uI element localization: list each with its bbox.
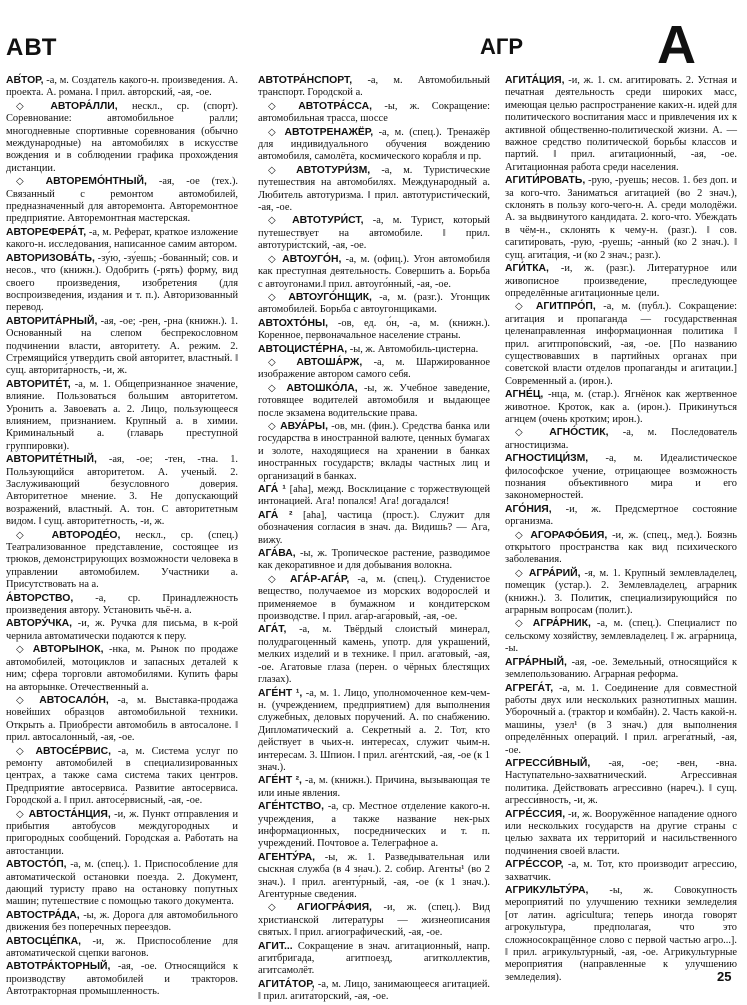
entry-headword: АГОРАФО́БИЯ, — [530, 529, 608, 541]
entry-definition: нескл., ср. (спец.) Театрализованное представление, состоящее из трюков, демонстрирующих возможности человека в управлении автомобилем. Участники а. Присутствовать на а. — [6, 529, 238, 591]
entry-headword: АВТОТРА́ССА, — [298, 100, 373, 112]
entry-headword: АГЕ́НТ ², — [258, 775, 302, 787]
dictionary-entry — [505, 618, 737, 655]
dictionary-entry — [258, 101, 490, 126]
dictionary-entry — [6, 379, 238, 453]
entry-definition: -я, м. 1. Крупный землевладелец, помещик (устар.). 2. Землевладелец, аграрник (книжн.). 3. Политик, специализирующийся по аграрным вопросам (полит.). — [505, 567, 737, 617]
entry-definition: -и, ж. (спец., мед.). Боязнь открытого пространства как вид психического заболевания. — [505, 529, 737, 566]
entry-definition: -а, ср. Местное отделение какого-н. учреждения, а также название нек-рых информационных, посреднических и т. п. учреждений. Почтовое а. Телеграфное а. — [258, 801, 490, 850]
new-word-diamond-icon: ◇ — [16, 694, 40, 706]
new-word-diamond-icon: ◇ — [268, 215, 293, 227]
dictionary-entry — [6, 695, 238, 745]
new-word-diamond-icon: ◇ — [515, 567, 529, 579]
entry-definition: -ая, -ое. Относящийся к производству автомобилей и тракторов. Автотракторная промышленность. — [6, 961, 238, 998]
entry-headword: АВТОТРА́НСПОРТ, — [258, 75, 353, 86]
entry-headword: АГИТПРО́П, — [535, 301, 596, 313]
dictionary-entry — [6, 176, 238, 226]
entry-definition: -а, м. Туристические путешествия на автомобилях. Международный а. Любитель автотуризма. ‖ прил. автотуристи́ческий, -ая, -ое. — [258, 164, 490, 214]
new-word-diamond-icon: ◇ — [268, 126, 285, 138]
entry-headword: АВТОРОДЕ́О, — [51, 529, 121, 541]
dictionary-entry — [258, 852, 490, 902]
entry-definition: -а, м. Последователь агностицизма. — [505, 427, 737, 451]
entry-headword: АВТОСЕ́РВИС, — [35, 745, 112, 757]
dictionary-entry — [505, 453, 737, 503]
running-header-left: АВТ — [6, 34, 58, 61]
entry-headword: АВТОСТО́П, — [6, 859, 67, 871]
entry-definition: -ы, ж. Совокупность мероприятий по улучшению техники земледелия [от латин. agricultura; теперь иногда говорят агрокультура, предполагая, что это сложносокращённое слово с первой частью агро...]. ‖ прил. агрикульту́рный, -ая, -ое. Агрикультурные мероприятия (направленные к улучшению земледелия). — [505, 885, 737, 983]
entry-definition: -нка, м. Рынок по продаже автомобилей, мотоциклов и запасных деталей к ним; сфера торговли автомобилями. Купить фары на авторынке. Отечественный а. — [6, 644, 238, 693]
entry-headword: АГРЕ́ССОР, — [505, 859, 564, 871]
entry-definition: -и, ж. Ручка для письма, в к-рой чернила автоматически подаются к перу. — [6, 618, 238, 642]
entry-headword: АГНОСТИЦИ́ЗМ, — [505, 453, 589, 465]
entry-definition: нескл., ср. (спорт). Соревнование: автомобильное ралли; многодневные спортивные соревнования (обычно международные) на автомобилях в искусстве вождения и в соблюдении графика прохождения дистанции. — [6, 100, 238, 174]
entry-headword: АВТОТУРИ́СТ, — [292, 215, 364, 227]
dictionary-entry — [258, 484, 490, 509]
dictionary-entry — [258, 775, 490, 800]
dictionary-entry — [505, 859, 737, 884]
dictionary-entry — [258, 127, 490, 164]
entry-headword: АВТОРА́ЛЛИ, — [50, 100, 118, 112]
dictionary-entry — [505, 758, 737, 808]
entry-definition: -зу́ю, -зу́ешь; -бованный; сов. и несов., что (книжн.). Одобрить (-рять) форму, вид своего произведения, изобретения (для воспроизведения, издания и т. п.). Авторизованный перевод. — [6, 252, 238, 314]
entry-headword: АВТОРИТЕ́Т, — [6, 378, 71, 390]
entry-headword: АГНЕ́Ц, — [505, 389, 544, 401]
new-word-diamond-icon: ◇ — [268, 902, 297, 914]
entry-definition: -и, ж. Вооружённое нападение одного или нескольких государств на другие страны с целью захвата их территорий и насильственного подчинения своей власти. — [505, 808, 737, 857]
dictionary-entry — [6, 618, 238, 643]
entry-definition: -а, м. Идеалистическое философское учение, отрицающее возможность познания объективного мира и его закономерностей. — [505, 453, 737, 502]
entry-definition: -а, м. Тот, кто производит агрессию, захватчик. — [505, 859, 737, 883]
entry-headword: АВТОТРА́КТОРНЫЙ, — [6, 961, 111, 973]
entry-definition: -ы, ж. Автомобиль-цистерна. — [347, 343, 479, 355]
entry-headword: АГА́Т, — [258, 624, 287, 636]
dictionary-entry — [6, 644, 238, 694]
entry-headword: АГА́ ² — [258, 509, 293, 521]
entry-headword: АВТОШКО́ЛА, — [286, 382, 358, 394]
dictionary-entry — [505, 427, 737, 452]
entry-headword: АВТОТУРИ́ЗМ, — [296, 164, 371, 176]
entry-definition: -ая, -ое; -вен, -вна. Наступательно-захватнический. Агрессивная политика. Действовать агрессивно (нареч.). ‖ сущ. агресси́вность, -и, ж. — [505, 757, 737, 807]
entry-definition: -и, ж. (разг.). Литературное или живописное произведение, преследующее определённые агитационные цели. — [505, 263, 737, 299]
entry-definition: -ов, ед. о́н, -а, м. (книжн.). Коренное, первоначальное население страны. — [258, 317, 490, 342]
column-3 — [505, 75, 737, 985]
entry-headword: АГРА́РИЙ, — [528, 567, 581, 579]
entry-definition: [aha], межд. Восклицание с торжествующей интонацией. Ага! попался! Ага! догадался! — [258, 484, 490, 508]
section-letter: А — [657, 15, 696, 75]
entry-headword: АВТОРИЗОВА́ТЬ, — [6, 252, 95, 264]
entry-definition: -и, ж. (спец.). Вид христианской литературы — жизнеописания святых. ‖ прил. агиографи́ческий, -ая, -ое. — [258, 902, 490, 939]
entry-definition: -а, м. Создатель какого-н. произведения. А. проекта. А. романа. ‖ прил. а́вторский, -ая, -ое. — [6, 75, 238, 99]
entry-definition: -ая, -ое; -тен, -тна. 1. Пользующийся авторитетом. А. ученый. 2. Заслуживающий безусловного доверия. Авторитетное мнение. 3. Не допускающий возражений, властный. А. тон. С авторитетным видом. ‖ сущ. авторите́тность, -и, ж. — [6, 454, 238, 528]
entry-definition: Сокращение в знач. агитационный, напр. агитбригада, агитпоезд, агитколлектив, агитсамолёт. — [258, 940, 490, 977]
new-word-diamond-icon: ◇ — [268, 164, 297, 176]
entry-definition: -ы, ж. 1. Разведывательная или сыскная служба (в 4 знач.). 2. собир. Агенты¹ (во 2 знач.). ‖ прил. агенту́рный, -ая, -ое (к 1 знач.). Агентурные сведения. — [258, 851, 490, 900]
dictionary-entry — [258, 624, 490, 686]
entry-definition: -а, м. (публ.). Сокращение: агитация и пропаганда — государственная целенаправленная информационная политика ‖ прил. агитпропо́вский, -ая, -ое. [По названию существовавших в партийных органах при советской власти отделов пропаганды и агитации.] Современный а. (ирон.). — [505, 301, 737, 387]
entry-definition: -а, м. (спец.). Студенистое вещество, получаемое из морских водорослей и применяемое в бумажном и кондитерском производстве. ‖ прил. ага́р-ага́ровый, -ая, -ое. — [258, 573, 490, 623]
entry-headword: АГРА́РНЫЙ, — [505, 656, 567, 668]
entry-definition: -а, ср. Принадлежность произведения автору. Установить чьё-н. а. — [6, 592, 238, 617]
entry-definition: -ая, -ое; -рен, -рна (книжн.). 1. Основанный на слепом беспрекословном подчинении власти, авторитету. А. режим. 2. Стремящийся утвердить свой авторитет, властный. ‖ сущ. авторита́рность, -и, ж. — [6, 315, 238, 377]
entry-headword: АГРЕ́ССИЯ, — [505, 808, 566, 820]
dictionary-entry — [258, 574, 490, 624]
dictionary-entry — [258, 421, 490, 483]
entry-headword: АГРЕССИ́ВНЫЙ, — [505, 757, 591, 769]
entry-definition: -а, м. Лицо, занимающееся агитацией. ‖ прил. агита́торский, -ая, -ое. — [258, 978, 490, 1003]
dictionary-entry — [505, 530, 737, 567]
entry-headword: АГА́ ¹ — [258, 484, 286, 495]
dictionary-entry — [258, 292, 490, 317]
dictionary-entry — [258, 801, 490, 851]
dictionary-entry — [6, 859, 238, 909]
dictionary-entry — [505, 175, 737, 262]
entry-definition: -рую, -руешь; несов. 1. без доп. и за кого-что. Заниматься агитацией (во 2 знач.), склонять в пользу кого-чего-н. А. среди молодёжи. А. за выдвинутого кандидата. 2. кого-что. Убеждать в чём-н., склонять к чему-н. (разг.). ‖ сов. сагити́ровать, -рую, -руешь; -анный (ко 2 знач.). ‖ сущ. агита́ция, -и (ко 2 знач.; разг.). — [505, 175, 737, 261]
new-word-diamond-icon: ◇ — [268, 382, 287, 394]
dictionary-entry — [258, 941, 490, 978]
entry-headword: АВТОЦИСТЕ́РНА, — [258, 343, 348, 355]
dictionary-entry — [258, 510, 490, 547]
entry-headword: АГИТИ́РОВАТЬ, — [505, 175, 586, 187]
entry-headword: АГЕ́НТСТВО, — [258, 801, 324, 813]
dictionary-entry — [6, 316, 238, 378]
dictionary-entry — [505, 683, 737, 757]
entry-headword: АВУА́РЫ, — [280, 420, 328, 432]
entry-definition: -а, м. Выставка-продажа новейших образцов автомобильной техники. Открыть а. Приобрести автомобиль в автосалоне. ‖ прил. автосало́нный, -ая, -ое. — [6, 694, 238, 744]
entry-definition: -ы, ж. Учебное заведение, готовящее водителей автомобиля и выдающее после экзамена водительские права. — [258, 382, 490, 419]
entry-headword: АВТОРЕМО́НТНЫЙ, — [45, 176, 147, 188]
entry-headword: АВТОСАЛО́Н, — [39, 694, 109, 706]
entry-definition: -а, м. Система услуг по ремонту автомобилей в специализированных центрах, а также сама система таких центров. Предприятие автосервиса. Развитие автосервиса. Городской а. ‖ прил. автосе́рвисный, -ая, -ое. — [6, 745, 238, 807]
entry-headword: АВТОХТО́НЫ, — [258, 317, 329, 329]
entry-headword: АВТОРУ́ЧКА, — [6, 618, 73, 630]
entry-definition: -ая, -ое (тех.). Связанный с ремонтом автомобилей, предназначенный для авторемонта. Авторемонтное предприятие. Авторемонтная мастерская. — [6, 176, 239, 225]
entry-headword: АВ́ТОР, — [6, 75, 44, 86]
entry-headword: АГЕ́НТ ¹, — [258, 687, 303, 699]
dictionary-entry — [258, 254, 490, 291]
dictionary-entry — [505, 389, 737, 426]
entry-definition: -а, м. 1. Общепризнанное значение, влияние. Пользоваться большим авторитетом. Уронить а. Завоевать а. 2. Лицо, пользующееся влиянием, признанием. Крупный а. в химии. Криминальный а. (главарь преступной группировки). — [6, 378, 238, 452]
entry-headword: АВТОСЦЕ́ПКА, — [6, 935, 82, 947]
entry-definition: -ов, мн. (фин.). Средства банка или государства в иностранной валюте, ценных бумагах и золоте, находящиеся на хранении в банках иностранных государств; вклады частных лиц и организаций в банках. — [258, 420, 490, 482]
running-header-right: АГР — [480, 34, 524, 59]
dictionary-entry — [505, 75, 737, 174]
entry-definition: -а, м. (разг.). Угонщик автомобилей. Борьба с автоугонщиками. — [258, 291, 490, 316]
dictionary-entry — [505, 657, 737, 682]
entry-definition: -и, ж. Предсмертное состояние организма. — [505, 503, 737, 528]
new-word-diamond-icon: ◇ — [268, 356, 297, 368]
entry-headword: АВТОТРЕНАЖЁР, — [284, 126, 374, 138]
page-number: 25 — [717, 969, 732, 984]
entry-headword: АВТОСТРА́ДА, — [6, 909, 80, 921]
new-word-diamond-icon: ◇ — [268, 291, 289, 303]
entry-headword: АГА́ВА, — [258, 548, 296, 560]
entry-headword: АГИ́ТКА, — [505, 263, 549, 275]
entry-headword: АВТОРИТА́РНЫЙ, — [6, 315, 98, 327]
entry-headword: А́ВТОРСТВО, — [6, 592, 74, 604]
entry-definition: -и, ж. 1. см. агитировать. 2. Устная и печатная деятельность среди широких масс, имеющая целью распространение каких-н. идей для политического воспитания масс и привлечения их к активной общественно-политической жизни. А. — важное средство политической борьбы классов и партий. ‖ прил. агитацио́нный, -ая, -ое. Агитационная работа среди населения. — [505, 75, 737, 173]
entry-definition: -ы, ж. Дорога для автомобильного движения без поперечных переездов. — [6, 909, 238, 934]
dictionary-entry — [505, 885, 737, 984]
entry-definition: -а, м. Турист, который путешествует на автомобиле. ‖ прил. автотури́стский, -ая, -ое. — [258, 215, 490, 252]
entry-headword: АВТОСТА́НЦИЯ, — [28, 808, 111, 820]
entry-headword: АГРЕГА́Т, — [505, 682, 554, 694]
column-2 — [258, 75, 490, 1005]
entry-headword: АГИОГРА́ФИЯ, — [296, 902, 372, 914]
dictionary-entry — [6, 454, 238, 528]
dictionary-entry — [6, 75, 238, 100]
new-word-diamond-icon: ◇ — [515, 427, 550, 439]
entry-definition: -а, м. (спец.). 1. Приспособление для автоматической остановки поезда. 2. Документ, дающий туристу право на остановку попутных машин; путешествие с помощью такого документа. — [6, 859, 238, 908]
entry-headword: АГИТ... — [258, 940, 293, 952]
dictionary-entry — [258, 357, 490, 382]
dictionary-entry — [6, 809, 238, 859]
dictionary-entry — [6, 227, 238, 252]
entry-definition: -а, м. Реферат, краткое изложение какого-н. исследования, написанное самим автором. — [6, 226, 238, 251]
entry-headword: АГРИКУЛЬТУ́РА, — [505, 885, 589, 896]
entry-definition: -и, ж. Приспособление для автоматической сцепки вагонов. — [6, 935, 238, 960]
dictionary-entry — [6, 530, 238, 592]
entry-headword: АВТОРЫНОК, — [32, 644, 104, 656]
dictionary-entry — [258, 344, 490, 356]
entry-definition: -а, м. Шаржированное изображение автором самого себя. — [258, 356, 490, 381]
dictionary-entry — [258, 688, 490, 775]
entry-definition: -а, м. (офиц.). Угон автомобиля как преступная деятельность. Совершить а. Борьба с автоугонами.‖ прил. автоуго́нный, -ая, -ое. — [258, 253, 490, 290]
dictionary-entry — [505, 263, 737, 300]
dictionary-entry — [6, 746, 238, 808]
entry-headword: АГИТА́ТОР, — [258, 978, 315, 990]
entry-headword: АВТОША́РЖ, — [296, 356, 363, 368]
entry-definition: -а, м. (спец.). Тренажёр для индивидуального обучения вождению автомобиля, самолёта, космического корабля и пр. — [258, 126, 490, 163]
new-word-diamond-icon: ◇ — [16, 745, 36, 757]
dictionary-entry — [6, 961, 238, 998]
new-word-diamond-icon: ◇ — [268, 253, 283, 265]
new-word-diamond-icon: ◇ — [515, 529, 531, 541]
dictionary-entry — [505, 504, 737, 529]
new-word-diamond-icon: ◇ — [16, 176, 46, 188]
dictionary-entry — [258, 75, 490, 100]
entry-headword: АГА́Р-АГА́Р, — [290, 573, 350, 585]
dictionary-entry — [258, 902, 490, 939]
dictionary-entry — [6, 253, 238, 315]
dictionary-entry — [6, 910, 238, 935]
entry-headword: АВТОУГО́Н, — [282, 253, 342, 265]
new-word-diamond-icon: ◇ — [268, 420, 281, 432]
new-word-diamond-icon: ◇ — [515, 618, 533, 630]
entry-definition: -а, м. Автомобильный транспорт. Городской а. — [258, 75, 490, 99]
new-word-diamond-icon: ◇ — [16, 808, 29, 820]
dictionary-entry — [6, 593, 238, 618]
dictionary-entry — [258, 165, 490, 215]
entry-definition: -ы, ж. Тропическое растение, разводимое как декоративное и для добывания волокна. — [258, 548, 490, 572]
entry-headword: АГНО́СТИК, — [549, 427, 609, 439]
dictionary-entry — [6, 101, 238, 175]
entry-headword: АВТОРИТЕ́ТНЫЙ, — [6, 454, 97, 466]
entry-definition: -нца, м. (стар.). Ягнёнок как жертвенное животное. Кроток, как а. (ирон.). Прикинуться агнцем (очень кротким; ирон.). — [505, 389, 737, 425]
entry-definition: -а, м. (книжн.). Причина, вызывающая те или иные явления. — [258, 775, 490, 799]
entry-definition: -ы, ж. Сокращение: автомобильная трасса, шоссе — [258, 100, 491, 125]
entry-definition: -а, м. 1. Соединение для совместной работы двух или нескольких разнотипных машин. Уборочный а. (трактор и комбайн). 2. Часть какой-н. машины, узел¹ (в 3 знач.) для выполнения определённых операций. ‖ прил. агрега́тный, -ая, -ое. — [505, 682, 737, 756]
entry-headword: АВТОРЕФЕРА́Т, — [6, 226, 87, 238]
new-word-diamond-icon: ◇ — [268, 100, 299, 112]
new-word-diamond-icon: ◇ — [515, 301, 536, 313]
dictionary-entry — [258, 318, 490, 343]
entry-definition: [aha], частица (прост.). Служит для обозначения согласия в знач. да. Видишь? — Ага, вижу. — [258, 509, 490, 546]
new-word-diamond-icon: ◇ — [16, 644, 33, 656]
entry-definition: -а, м. Твёрдый слоистый минерал, полудрагоценный камень, употр. для украшений, мелких изделий и в технике. ‖ прил. ага́товый, -ая, -ое. Агатовые глаза (перен. о чёрных блестящих глазах). — [258, 624, 490, 686]
new-word-diamond-icon: ◇ — [16, 100, 51, 112]
entry-headword: АГИТА́ЦИЯ, — [505, 75, 565, 86]
entry-definition: -а, м. 1. Лицо, уполномоченное кем-чем-н. (учреждением, предприятием) для выполнения служебных, деловых поручений. А. по снабжению. Дипломатический а. Секретный а. 2. Тот, кто действует в чьих-н. интересах, служит чьим-н. интересам. 3. Шпион. ‖ прил. аге́нтский, -ая, -ое (к 1 знач.). — [258, 687, 490, 773]
dictionary-entry — [6, 936, 238, 961]
dictionary-entry — [258, 215, 490, 252]
dictionary-entry — [505, 568, 737, 618]
entry-definition: -и, ж. Пункт отправления и прибытия автобусов междугородных и пригородных сообщений. Городская а. Работать на автостанции. — [6, 808, 238, 857]
dictionary-entry — [505, 809, 737, 859]
entry-headword: АГО́НИЯ, — [505, 503, 552, 515]
entry-headword: АГРА́РНИК, — [532, 618, 591, 630]
column-1 — [6, 75, 238, 1000]
new-word-diamond-icon: ◇ — [268, 573, 291, 585]
entry-headword: АГЕНТУ́РА, — [258, 851, 316, 863]
dictionary-entry — [258, 383, 490, 420]
entry-headword: АВТОУГО́НЩИК, — [288, 291, 372, 303]
entry-definition: -ая, -ое. Земельный, относящийся к землепользованию. Аграрная реформа. — [505, 656, 737, 681]
dictionary-entry — [505, 301, 737, 388]
new-word-diamond-icon: ◇ — [16, 529, 52, 541]
entry-definition: -а, м. (спец.). Специалист по сельскому хозяйству, землевладелец. ‖ ж. агра́рница, -ы. — [505, 618, 738, 655]
dictionary-entry — [258, 548, 490, 573]
